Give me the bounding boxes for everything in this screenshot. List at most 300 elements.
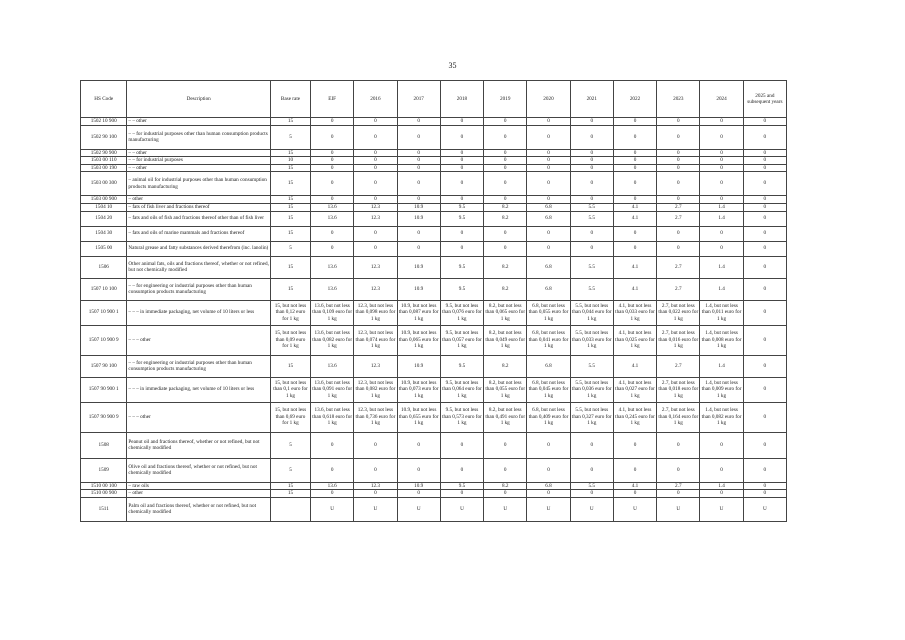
cell-hs-code: 1507 10 900 1: [81, 300, 127, 325]
cell-2020: 0: [527, 226, 570, 241]
cell-2022: 4.1: [613, 278, 656, 300]
cell-2020: U: [527, 497, 570, 521]
cell-2018: 9.5, but not less than 0,573 euro for 1 kg: [440, 402, 483, 432]
table-row: [81, 482, 787, 490]
cell-2020: 0: [527, 241, 570, 256]
cell-2021: 0: [570, 125, 613, 149]
cell-2024: 1.4, but not less than 0,082 euro for 1 kg: [700, 402, 743, 432]
cell-eif: 13.6: [311, 256, 354, 278]
cell-2024: 1.4: [700, 256, 743, 278]
cell-2023: 2.7: [657, 203, 700, 211]
cell-2022: 0: [613, 458, 656, 482]
cell-base-rate: 15: [270, 278, 310, 300]
cell-base-rate: 15, but not less than 0,69 euro for 1 kg: [270, 402, 310, 432]
cell-2020: 6.8: [527, 482, 570, 490]
cell-hs-code: 1510 00 900: [81, 490, 127, 498]
cell-2020: 6.8: [527, 355, 570, 377]
cell-2024: 0: [700, 149, 743, 157]
cell-2022: 4.1, but not less than 0,025 euro for 1 kg: [613, 325, 656, 355]
cell-2025-subsequent: 0: [743, 300, 786, 325]
cell-base-rate: 5: [270, 125, 310, 149]
cell-2016: 12.3: [354, 256, 397, 278]
cell-2018: 0: [440, 196, 483, 204]
cell-2019: 0: [484, 172, 527, 196]
cell-2016: 0: [354, 490, 397, 498]
cell-2023: 0: [657, 196, 700, 204]
cell-2023: 2.7: [657, 355, 700, 377]
cell-2024: 1.4: [700, 211, 743, 226]
cell-base-rate: 5: [270, 458, 310, 482]
cell-description: – – – in immediate packaging, net volume of 10 liters or less: [127, 377, 271, 402]
cell-2025-subsequent: 0: [743, 149, 786, 157]
cell-2020: 6.8: [527, 256, 570, 278]
cell-2017: 0: [397, 241, 440, 256]
cell-2023: 2.7: [657, 211, 700, 226]
cell-2016: 12.3: [354, 482, 397, 490]
cell-description: Olive oil and fractions thereof, whether or not refined, but not chemically modified: [127, 458, 271, 482]
cell-hs-code: 1502 90 900: [81, 149, 127, 157]
cell-2024: 0: [700, 118, 743, 126]
table-row: [81, 157, 787, 165]
cell-hs-code: 1505 00: [81, 241, 127, 256]
cell-description: – – for engineering or industrial purposes other than human consumption products manufacturing: [127, 278, 271, 300]
cell-2024: 0: [700, 164, 743, 172]
table-row: [81, 241, 787, 256]
cell-2018: 0: [440, 490, 483, 498]
cell-2018: 0: [440, 458, 483, 482]
table-row: [81, 226, 787, 241]
cell-2023: 2.7, but not less than 0,016 euro for 1 kg: [657, 325, 700, 355]
cell-2020: 0: [527, 172, 570, 196]
cell-hs-code: 1504 20: [81, 211, 127, 226]
cell-base-rate: 15: [270, 256, 310, 278]
cell-2021: 0: [570, 226, 613, 241]
cell-2025-subsequent: 0: [743, 278, 786, 300]
cell-2025-subsequent: 0: [743, 490, 786, 498]
header-2020: 2020: [527, 81, 570, 118]
cell-description: – – other: [127, 149, 271, 157]
cell-2024: 1.4: [700, 278, 743, 300]
cell-eif: 13.6: [311, 211, 354, 226]
cell-eif: 13.6: [311, 203, 354, 211]
cell-2022: U: [613, 497, 656, 521]
cell-base-rate: 15: [270, 211, 310, 226]
cell-2023: 0: [657, 432, 700, 458]
cell-description: – – for industrial purposes: [127, 157, 271, 165]
cell-2020: 0: [527, 432, 570, 458]
cell-2017: 10.9, but not less than 0,073 euro for 1 kg: [397, 377, 440, 402]
cell-hs-code: 1507 90 100: [81, 355, 127, 377]
cell-eif: 13.6, but not less than 0,109 euro for 1 kg: [311, 300, 354, 325]
cell-2019: 0: [484, 164, 527, 172]
cell-base-rate: 15: [270, 203, 310, 211]
cell-2018: 9.5: [440, 256, 483, 278]
cell-2025-subsequent: 0: [743, 172, 786, 196]
cell-eif: 0: [311, 458, 354, 482]
cell-2016: U: [354, 497, 397, 521]
cell-2021: 5.5: [570, 355, 613, 377]
cell-2020: 0: [527, 164, 570, 172]
cell-2025-subsequent: 0: [743, 458, 786, 482]
cell-2017: 0: [397, 118, 440, 126]
cell-eif: 13.6: [311, 355, 354, 377]
cell-2021: 5.5, but not less than 0,044 euro for 1 kg: [570, 300, 613, 325]
cell-2025-subsequent: 0: [743, 241, 786, 256]
cell-2022: 4.1, but not less than 0,245 euro for 1 kg: [613, 402, 656, 432]
cell-hs-code: 1504 10: [81, 203, 127, 211]
cell-2024: 0: [700, 432, 743, 458]
cell-2022: 4.1: [613, 482, 656, 490]
cell-2023: U: [657, 497, 700, 521]
cell-2018: 0: [440, 241, 483, 256]
cell-2025-subsequent: 0: [743, 432, 786, 458]
cell-hs-code: 1503 00 110: [81, 157, 127, 165]
cell-2016: 0: [354, 164, 397, 172]
cell-2016: 12.3, but not less than 0,098 euro for 1 kg: [354, 300, 397, 325]
table-row: [81, 203, 787, 211]
header-2024: 2024: [700, 81, 743, 118]
cell-2024: 0: [700, 458, 743, 482]
cell-2021: 5.5: [570, 256, 613, 278]
cell-hs-code: 1507 10 100: [81, 278, 127, 300]
cell-eif: 13.6, but not less than 0,618 euro for 1 kg: [311, 402, 354, 432]
header-base-rate: Base rate: [270, 81, 310, 118]
cell-2020: 6.8, but not less than 0,041 euro for 1 kg: [527, 325, 570, 355]
cell-base-rate: 15: [270, 490, 310, 498]
cell-2024: 1.4, but not less than 0,011 euro for 1 kg: [700, 300, 743, 325]
cell-base-rate: 5: [270, 241, 310, 256]
cell-description: Peanut oil and fractions thereof, whether or not refined, but not chemically modified: [127, 432, 271, 458]
cell-2023: 0: [657, 149, 700, 157]
cell-2020: 6.8, but not less than 0,409 euro for 1 kg: [527, 402, 570, 432]
cell-2016: 0: [354, 149, 397, 157]
table-row: [81, 211, 787, 226]
cell-2021: 0: [570, 118, 613, 126]
cell-hs-code: 1503 00 190: [81, 164, 127, 172]
cell-2022: 0: [613, 432, 656, 458]
cell-2018: 0: [440, 172, 483, 196]
cell-2023: 2.7, but not less than 0,022 euro for 1 kg: [657, 300, 700, 325]
cell-2019: 8.2: [484, 203, 527, 211]
cell-2018: 0: [440, 149, 483, 157]
cell-2024: 0: [700, 226, 743, 241]
cell-description: – – – other: [127, 402, 271, 432]
cell-2019: 8.2: [484, 482, 527, 490]
cell-2025-subsequent: 0: [743, 355, 786, 377]
cell-2020: 0: [527, 157, 570, 165]
cell-hs-code: 1507 10 900 9: [81, 325, 127, 355]
cell-2016: 12.3, but not less than 0,074 euro for 1 kg: [354, 325, 397, 355]
cell-base-rate: 15: [270, 164, 310, 172]
cell-2017: 0: [397, 226, 440, 241]
cell-2025-subsequent: 0: [743, 164, 786, 172]
cell-2023: 2.7: [657, 278, 700, 300]
cell-2023: 2.7, but not less than 0,018 euro for 1 kg: [657, 377, 700, 402]
cell-2022: 4.1, but not less than 0,027 euro for 1 kg: [613, 377, 656, 402]
cell-2017: 10.9: [397, 278, 440, 300]
cell-hs-code: 1507 90 900 9: [81, 402, 127, 432]
cell-description: Natural grease and fatty substances derived therefrom (inc. lanolin): [127, 241, 271, 256]
table-row: [81, 355, 787, 377]
cell-2022: 4.1: [613, 203, 656, 211]
cell-2024: 0: [700, 196, 743, 204]
cell-2022: 0: [613, 172, 656, 196]
cell-2023: 0: [657, 125, 700, 149]
cell-base-rate: 10: [270, 157, 310, 165]
cell-2021: 0: [570, 164, 613, 172]
cell-2025-subsequent: 0: [743, 118, 786, 126]
cell-2016: 0: [354, 226, 397, 241]
cell-base-rate: 15: [270, 355, 310, 377]
cell-2021: 5.5: [570, 482, 613, 490]
cell-hs-code: 1511: [81, 497, 127, 521]
cell-2020: 0: [527, 196, 570, 204]
cell-2024: 0: [700, 490, 743, 498]
cell-2019: 8.2, but not less than 0,491 euro for 1 kg: [484, 402, 527, 432]
cell-2025-subsequent: 0: [743, 125, 786, 149]
cell-2024: 1.4, but not less than 0,009 euro for 1 kg: [700, 377, 743, 402]
cell-hs-code: 1503 00 300: [81, 172, 127, 196]
cell-base-rate: 15: [270, 482, 310, 490]
cell-2017: 10.9: [397, 203, 440, 211]
cell-2020: 6.8, but not less than 0,055 euro for 1 kg: [527, 300, 570, 325]
cell-eif: 0: [311, 432, 354, 458]
cell-description: – other: [127, 490, 271, 498]
cell-2019: 8.2, but not less than 0,055 euro for 1 kg: [484, 377, 527, 402]
cell-2016: 0: [354, 172, 397, 196]
cell-base-rate: 15: [270, 196, 310, 204]
cell-eif: 0: [311, 164, 354, 172]
cell-description: – other: [127, 196, 271, 204]
header-2025-subsequent: 2025 and subsequent years: [743, 81, 786, 118]
cell-2022: 4.1: [613, 211, 656, 226]
cell-2023: 0: [657, 172, 700, 196]
table-row: [81, 164, 787, 172]
cell-2021: 0: [570, 196, 613, 204]
cell-2025-subsequent: 0: [743, 482, 786, 490]
cell-eif: 13.6: [311, 482, 354, 490]
cell-eif: U: [311, 497, 354, 521]
cell-2017: 10.9: [397, 482, 440, 490]
cell-2023: 0: [657, 164, 700, 172]
cell-2017: 10.9: [397, 211, 440, 226]
cell-2017: 0: [397, 490, 440, 498]
header-2016: 2016: [354, 81, 397, 118]
table-header-row: [81, 81, 787, 118]
cell-description: – raw oils: [127, 482, 271, 490]
cell-2025-subsequent: U: [743, 497, 786, 521]
cell-eif: 0: [311, 241, 354, 256]
cell-2021: 5.5, but not less than 0,036 euro for 1 kg: [570, 377, 613, 402]
cell-2017: 0: [397, 149, 440, 157]
cell-description: – – other: [127, 118, 271, 126]
cell-2016: 12.3, but not less than 0,082 euro for 1 kg: [354, 377, 397, 402]
cell-description: Palm oil and fractions thereof, whether or not refined, but not chemically modified: [127, 497, 271, 521]
table-row: [81, 490, 787, 498]
cell-2019: 0: [484, 125, 527, 149]
cell-eif: 0: [311, 157, 354, 165]
cell-2019: U: [484, 497, 527, 521]
tariff-schedule-table: [80, 80, 787, 522]
cell-2018: U: [440, 497, 483, 521]
header-2021: 2021: [570, 81, 613, 118]
cell-2020: 6.8: [527, 203, 570, 211]
cell-2019: 8.2, but not less than 0,049 euro for 1 kg: [484, 325, 527, 355]
cell-2019: 0: [484, 432, 527, 458]
cell-2018: 9.5: [440, 203, 483, 211]
cell-description: – – other: [127, 164, 271, 172]
cell-2025-subsequent: 0: [743, 196, 786, 204]
cell-hs-code: 1508: [81, 432, 127, 458]
cell-hs-code: 1503 00 900: [81, 196, 127, 204]
cell-base-rate: 5: [270, 432, 310, 458]
cell-description: – fats and oils of marine mammals and fractions thereof: [127, 226, 271, 241]
cell-2019: 8.2: [484, 256, 527, 278]
cell-base-rate: 15: [270, 149, 310, 157]
cell-2020: 0: [527, 149, 570, 157]
table-row: [81, 196, 787, 204]
cell-description: – – – other: [127, 325, 271, 355]
cell-2016: 12.3: [354, 355, 397, 377]
cell-2020: 0: [527, 458, 570, 482]
page-number: 35: [448, 61, 457, 70]
cell-2023: 0: [657, 226, 700, 241]
table-row: [81, 149, 787, 157]
cell-description: – – for engineering or industrial purposes other than human consumption products manufacturing: [127, 355, 271, 377]
cell-2020: 6.8: [527, 278, 570, 300]
cell-2022: 0: [613, 118, 656, 126]
cell-eif: 13.6, but not less than 0,082 euro for 1 kg: [311, 325, 354, 355]
cell-2017: 0: [397, 172, 440, 196]
cell-2024: U: [700, 497, 743, 521]
header-2017: 2017: [397, 81, 440, 118]
cell-2023: 0: [657, 118, 700, 126]
cell-2016: 0: [354, 196, 397, 204]
cell-2020: 0: [527, 125, 570, 149]
table-row: [81, 278, 787, 300]
cell-eif: 13.6: [311, 278, 354, 300]
cell-2024: 1.4: [700, 482, 743, 490]
cell-2020: 6.8, but not less than 0,045 euro for 1 kg: [527, 377, 570, 402]
cell-2022: 4.1: [613, 355, 656, 377]
cell-2016: 12.3: [354, 278, 397, 300]
cell-2021: U: [570, 497, 613, 521]
cell-hs-code: 1504 30: [81, 226, 127, 241]
cell-2018: 9.5: [440, 355, 483, 377]
cell-2019: 0: [484, 241, 527, 256]
cell-2019: 0: [484, 149, 527, 157]
cell-2024: 1.4, but not less than 0,008 euro for 1 kg: [700, 325, 743, 355]
cell-eif: 0: [311, 196, 354, 204]
table-row: [81, 300, 787, 325]
cell-2021: 0: [570, 149, 613, 157]
table-row: [81, 432, 787, 458]
cell-2016: 0: [354, 241, 397, 256]
cell-2022: 0: [613, 196, 656, 204]
cell-hs-code: 1502 10 900: [81, 118, 127, 126]
table-body: [81, 118, 787, 522]
cell-2018: 0: [440, 164, 483, 172]
cell-2021: 5.5, but not less than 0,327 euro for 1 kg: [570, 402, 613, 432]
cell-2024: 0: [700, 125, 743, 149]
cell-eif: 0: [311, 226, 354, 241]
table-row: [81, 118, 787, 126]
cell-2017: 0: [397, 164, 440, 172]
cell-description: – animal oil for industrial purposes other than human consumption products manufacturing: [127, 172, 271, 196]
cell-2022: 4.1: [613, 256, 656, 278]
header-description: Description: [127, 81, 271, 118]
cell-base-rate: 15, but not less than 0,12 euro for 1 kg: [270, 300, 310, 325]
cell-2025-subsequent: 0: [743, 157, 786, 165]
cell-2021: 0: [570, 490, 613, 498]
cell-description: – – – in immediate packaging, net volume of 10 liters or less: [127, 300, 271, 325]
cell-2021: 0: [570, 157, 613, 165]
cell-description: – – for industrial purposes other than human consumption products manufacturing: [127, 125, 271, 149]
cell-hs-code: 1507 90 900 1: [81, 377, 127, 402]
cell-2017: 10.9: [397, 256, 440, 278]
cell-hs-code: 1506: [81, 256, 127, 278]
header-eif: EIF: [311, 81, 354, 118]
cell-hs-code: 1510 00 100: [81, 482, 127, 490]
cell-2018: 0: [440, 118, 483, 126]
cell-2016: 0: [354, 125, 397, 149]
table-row: [81, 402, 787, 432]
cell-2021: 0: [570, 241, 613, 256]
cell-2025-subsequent: 0: [743, 402, 786, 432]
cell-2022: 0: [613, 226, 656, 241]
cell-2018: 9.5: [440, 482, 483, 490]
cell-2016: 12.3: [354, 203, 397, 211]
cell-2021: 5.5, but not less than 0,033 euro for 1 kg: [570, 325, 613, 355]
cell-2018: 9.5, but not less than 0,076 euro for 1 kg: [440, 300, 483, 325]
cell-2025-subsequent: 0: [743, 377, 786, 402]
cell-2018: 0: [440, 226, 483, 241]
cell-base-rate: 15: [270, 118, 310, 126]
header-hs-code: HS Code: [81, 81, 127, 118]
cell-base-rate: 15: [270, 226, 310, 241]
cell-2016: 12.3: [354, 211, 397, 226]
cell-2017: U: [397, 497, 440, 521]
cell-2018: 9.5, but not less than 0,057 euro for 1 kg: [440, 325, 483, 355]
cell-2021: 0: [570, 172, 613, 196]
header-2019: 2019: [484, 81, 527, 118]
cell-2019: 8.2: [484, 278, 527, 300]
cell-2022: 4.1, but not less than 0,033 euro for 1 kg: [613, 300, 656, 325]
header-2018: 2018: [440, 81, 483, 118]
cell-2020: 0: [527, 118, 570, 126]
table-row: [81, 377, 787, 402]
cell-2022: 0: [613, 149, 656, 157]
cell-description: – fats of fish liver and fractions thereof: [127, 203, 271, 211]
cell-description: – fats and oils of fish and fractions thereof other than of fish liver: [127, 211, 271, 226]
cell-description: Other animal fats, oils and fractions thereof, whether or not refined, but not chemically modified: [127, 256, 271, 278]
cell-2018: 0: [440, 157, 483, 165]
table-row: [81, 325, 787, 355]
cell-2022: 0: [613, 157, 656, 165]
cell-2023: 0: [657, 458, 700, 482]
header-2023: 2023: [657, 81, 700, 118]
cell-2019: 8.2, but not less than 0,065 euro for 1 kg: [484, 300, 527, 325]
cell-2021: 5.5: [570, 203, 613, 211]
cell-base-rate: 15: [270, 172, 310, 196]
cell-2017: 0: [397, 458, 440, 482]
cell-2018: 0: [440, 125, 483, 149]
cell-2023: 2.7: [657, 482, 700, 490]
cell-2020: 6.8: [527, 211, 570, 226]
cell-base-rate: 15, but not less than 0,1 euro for 1 kg: [270, 377, 310, 402]
cell-2023: 0: [657, 241, 700, 256]
cell-base-rate: [270, 497, 310, 521]
